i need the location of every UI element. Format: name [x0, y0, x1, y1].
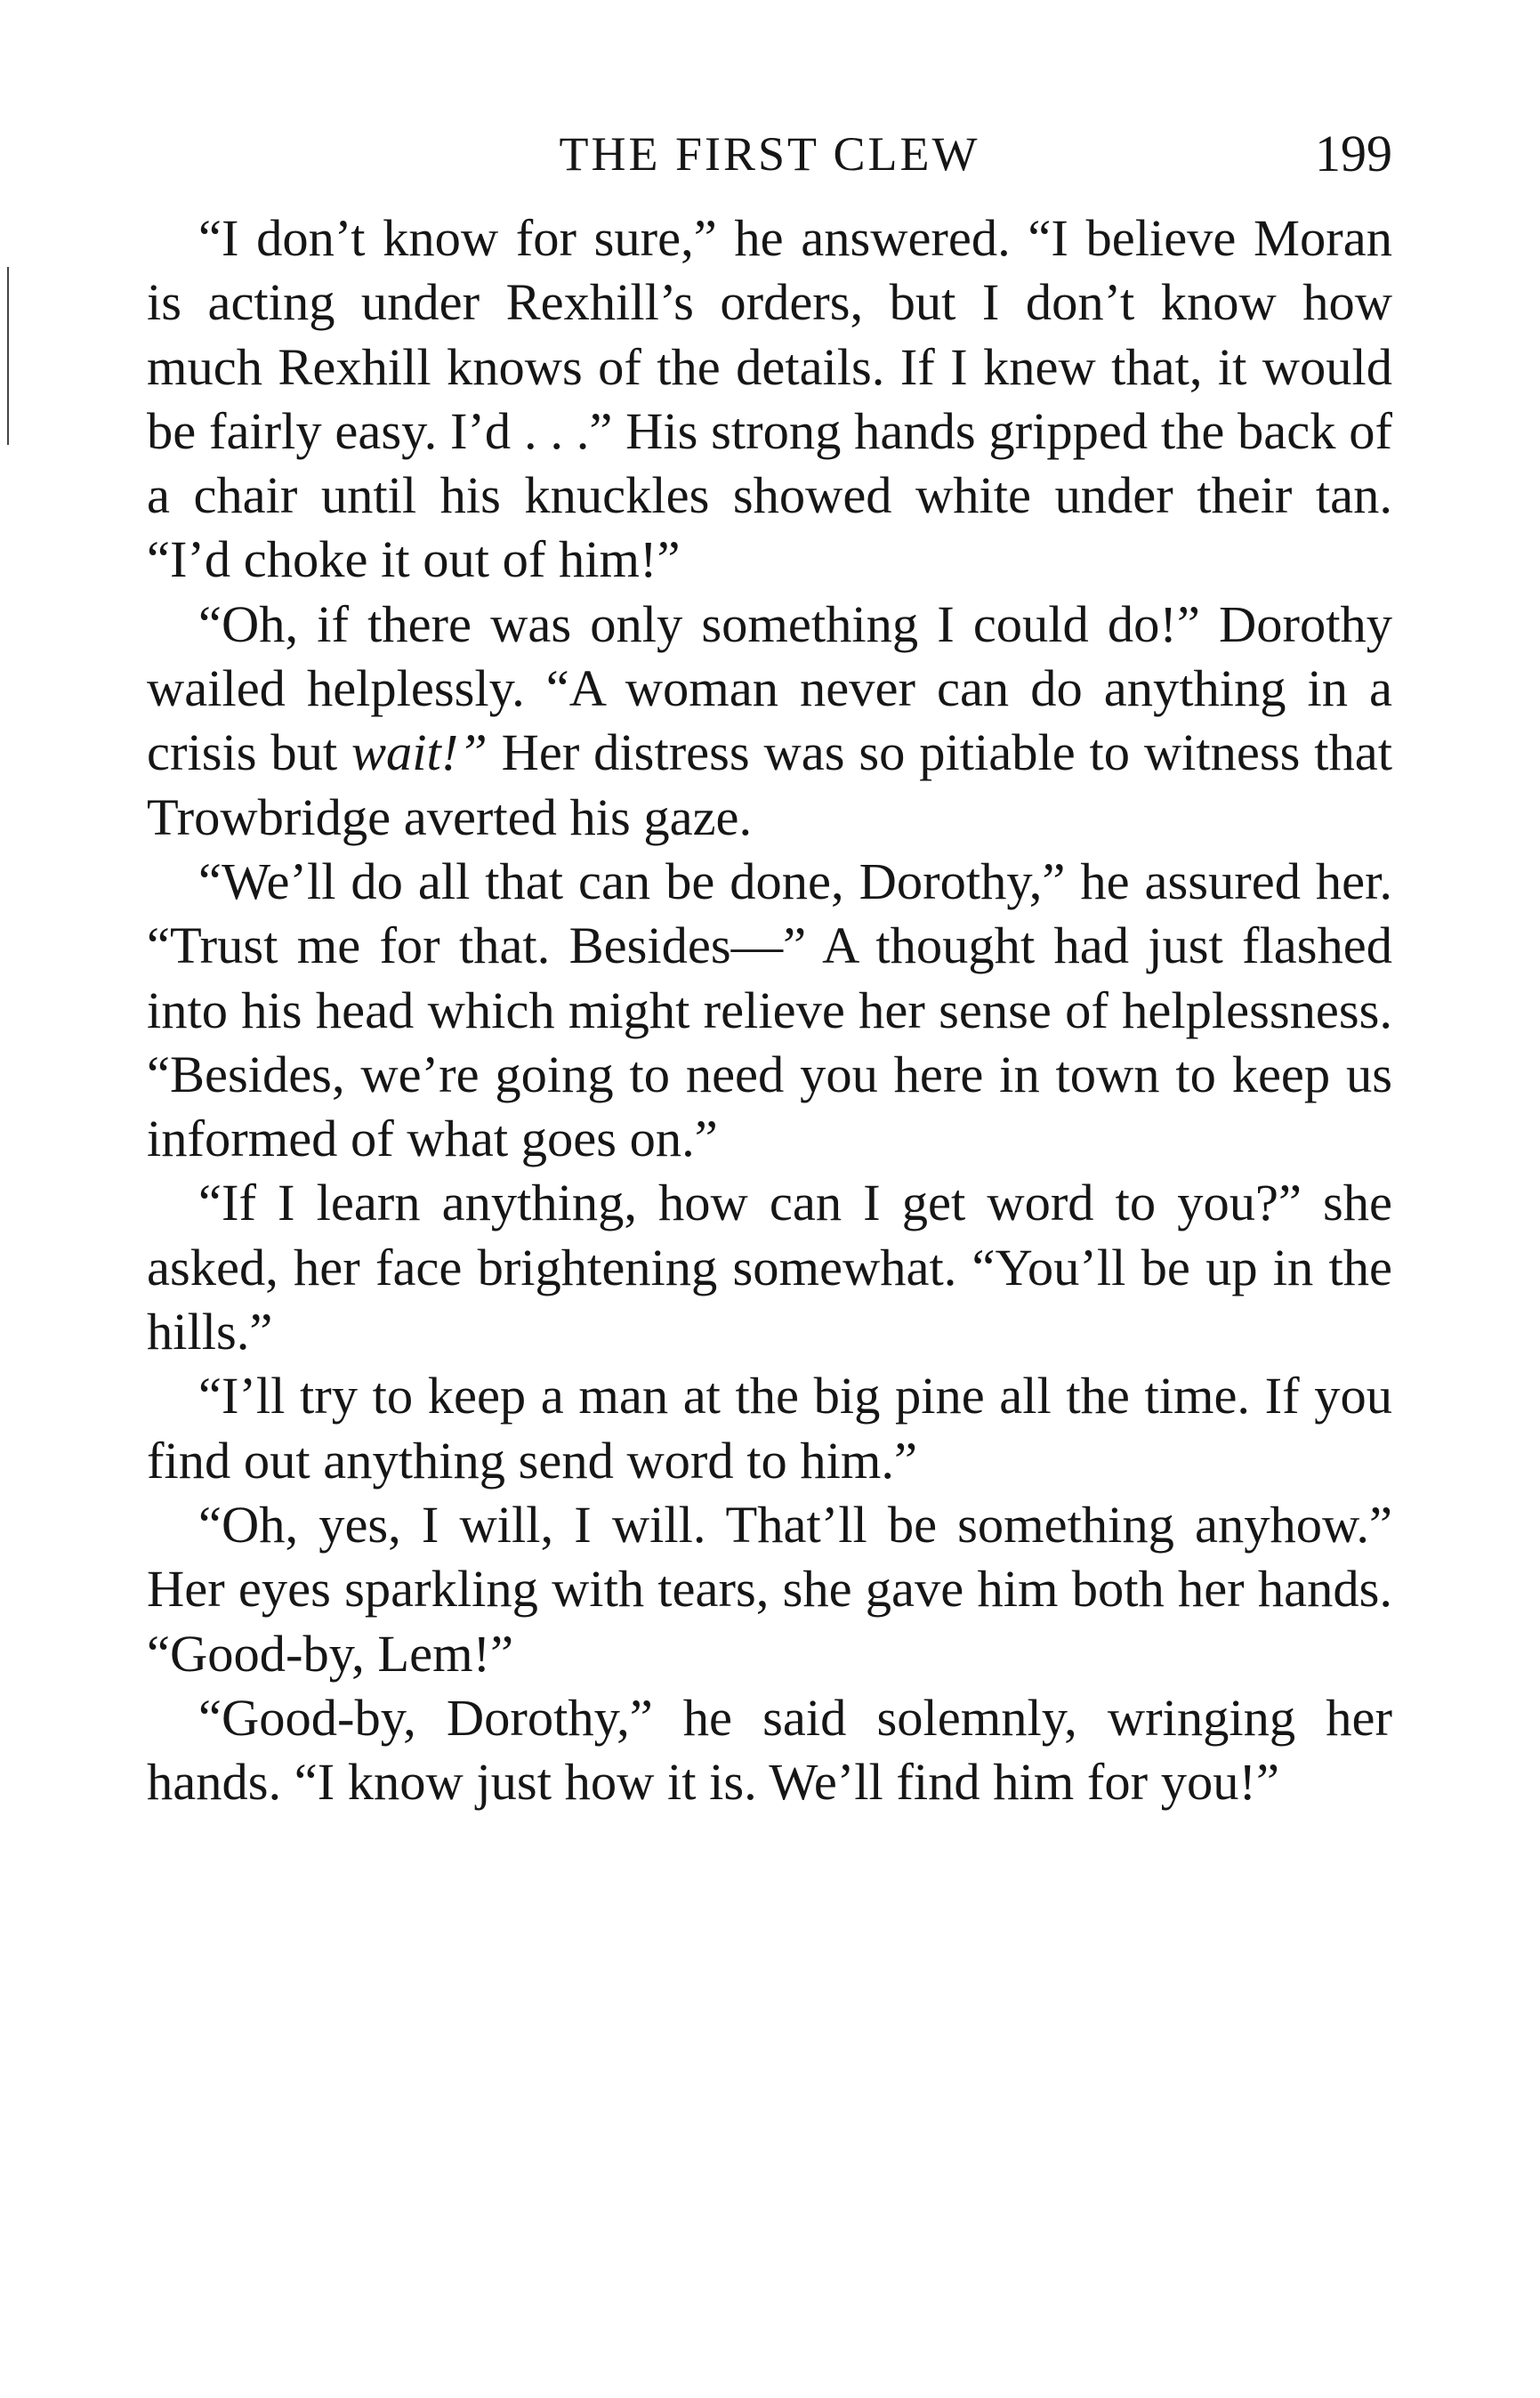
- paragraph-6: [147, 1493, 1392, 1686]
- paragraph-text: “Oh, yes, I will, I will. That’ll be something anyhow.” Her eyes sparkling with tears, she gave him both her hands. “Good-by, Lem!”: [147, 1495, 1392, 1683]
- paragraph-text: “I’ll try to keep a man at the big pine all the time. If you find out anything send word to him.”: [147, 1367, 1392, 1490]
- paragraph-2: [147, 593, 1392, 850]
- page-number: 199: [1315, 125, 1392, 182]
- body-text: [147, 206, 1392, 1814]
- running-title: THE FIRST CLEW: [559, 127, 980, 181]
- paragraph-text: “We’ll do all that can be done, Dorothy,” he assured her. “Trust me for that. Besides—” A thought had just flashed into his head which might relieve her sense of helplessness. “Besides, we’re going to need you here in town to keep us informed of what goes on.”: [147, 852, 1392, 1168]
- paragraph-text: “I don’t know for sure,” he answered. “I believe Moran is acting under Rexhill’s orders, but I don’t know how much Rexhill knows of the details. If I knew that, it would be fairly easy. I’d . . .” His strong hands gripped the back of a chair until his knuckles showed white under their tan. “I’d choke it out of him!”: [147, 209, 1392, 589]
- paragraph-4: [147, 1171, 1392, 1364]
- paragraph-3: [147, 850, 1392, 1171]
- paragraph-5: [147, 1364, 1392, 1493]
- paragraph-text: Her distress was so pitiable to witness that Trowbridge averted his gaze.: [147, 723, 1392, 846]
- paragraph-text: “Oh, if there was only something I could do!” Dorothy wailed helplessly. “A woman never can do anything in a crisis but: [147, 594, 1392, 782]
- paragraph-text: “If I learn anything, how can I get word to you?” she asked, her face brightening somewhat. “You’ll be up in the hills.”: [147, 1174, 1392, 1361]
- paragraph-7: [147, 1686, 1392, 1815]
- italic-emphasis: wait!”: [351, 723, 488, 782]
- scan-margin-line: [7, 267, 9, 445]
- paragraph-1: [147, 206, 1392, 593]
- paragraph-text: “Good-by, Dorothy,” he said solemnly, wringing her hands. “I know just how it is. We’ll find him for you!”: [147, 1688, 1392, 1812]
- running-head: [147, 114, 1392, 194]
